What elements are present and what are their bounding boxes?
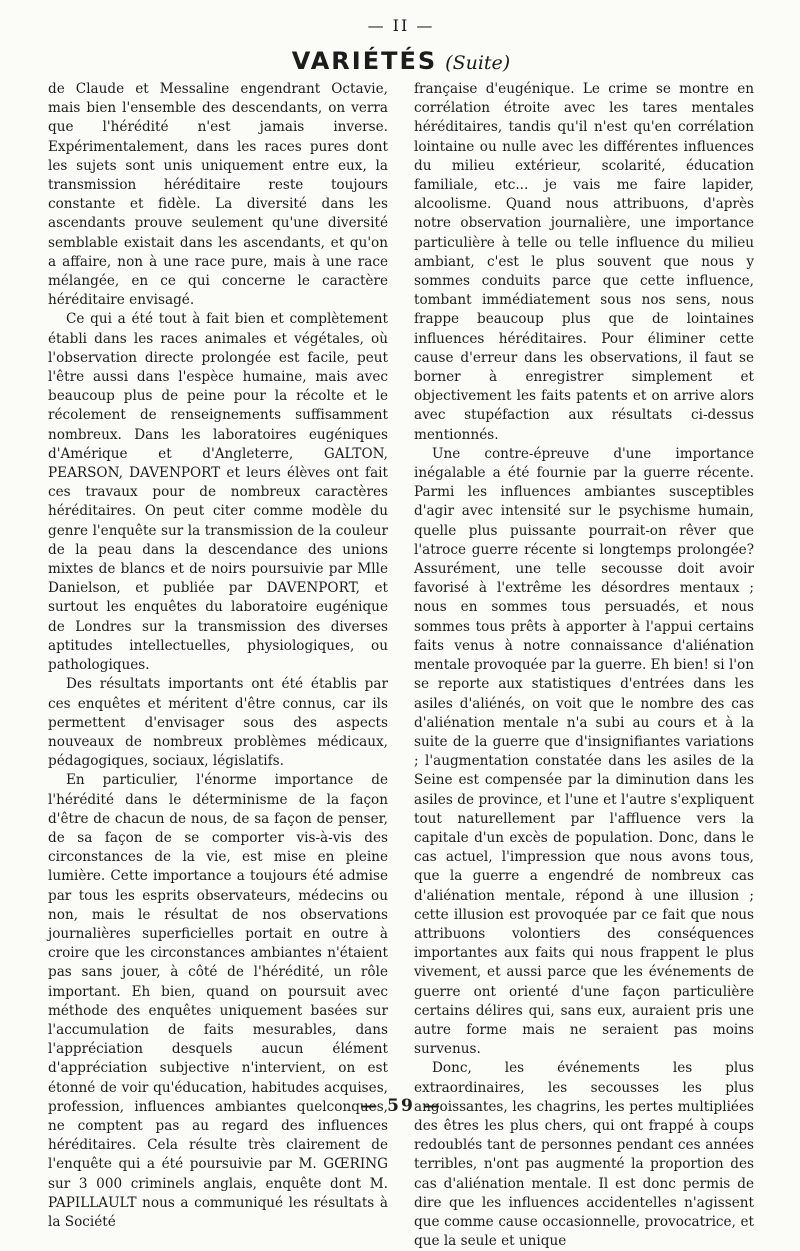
top-page-marker: — II — (367, 16, 435, 35)
page (48, 12, 754, 1250)
left-column (48, 80, 388, 1230)
paragraph: Donc, les événements les plus extraordinaires, les secousses les plus angoissantes, les chagrins, les pertes multipliées des êtres les plus chers, qui ont frappé à coups redoublés tant de personnes pendant ces années terribles, n'ont pas augmenté la proportion des cas d'aliénation mentale. Il est donc permis de dire que les influences accidentelles n'agissent que comme cause occasionnelle, provocatrice, et que la seule et unique (414, 1060, 754, 1250)
paragraph: Une contre-épreuve d'une importance inégalable a été fournie par la guerre récente. Parmi les influences ambiantes susceptibles d'agir avec intensité sur le psychisme humain, quelle plus puissante pourrait-on rêver que l'atroce guerre récente si longtemps prolongée? Assurément, une telle secousse doit avoir favorisé à l'extrême les désordres mentaux ; nous en sommes tous persuadés, et nous sommes tous prêts à apporter à l'appui certains faits venus à notre connaissance d'aliénation mentale provoquée par la guerre. Eh bien! si l'on se reporte aux statistiques d'entrées dans les asiles d'aliénés, on voit que le nombre des cas d'aliénation mentale n'a subi au cours et à la suite de la guerre que d'insignifiantes variations ; l'augmentation constatée dans les asiles de la Seine est compensée par la diminution dans les asiles de province, et l'une et l'autre s'expliquent tout naturellement par l'affluence vers la capitale d'un excès de population. Donc, dans le cas actuel, l'impression que nous avons tous, que la guerre a engendré de nombreux cas d'aliénation mentale, répond à une illusion ; cette illusion est provoquée par ce fait que nous attribuons volontiers des conséquences importantes aux faits qui nous frappent le plus vivement, et aussi parce que les événements de guerre ont orienté d'une façon particulière certains délires qui, sans eux, auraient pris une autre forme mais ne seraient pas moins survenus. (414, 445, 754, 1058)
paragraph: En particulier, l'énorme importance de l'hérédité dans le déterminisme de la façon d'être de chacun de nous, de sa façon de penser, de sa façon de se comporter vis-à-vis des circonstances de la vie, est mise en pleine lumière. Cette importance a toujours été admise par tous les esprits observateurs, médecins ou non, mais le résultat de nos observations journalières superficielles portait en outre à croire que les circonstances ambiantes n'étaient pas sans jouer, à côté de l'hérédité, un rôle important. Eh bien, quand on poursuit avec méthode des enquêtes uniquement basées sur l'accumulation de faits mesurables, dans l'appréciation desquels aucun élément d'appréciation subjective n'intervient, on est étonné de voir qu'éducation, habitudes acquises, profession, influences ambiantes quelconques, ne comptent pas au regard des influences héréditaires. Cela résulte très clairement de l'enquête qui a été poursuivie par M. GŒRING sur 3 000 criminels anglais, enquête dont M. PAPILLAULT nous a communiqué les résultats à la Société (48, 772, 388, 1230)
paragraph: française d'eugénique. Le crime se montre en corrélation étroite avec les tares mentales héréditaires, tandis qu'il n'est qu'en corrélation lointaine ou nulle avec les différentes influences du milieu extérieur, scolarité, éducation familiale, etc... je vais me faire lapider, alcoolisme. Quand nous attribuons, d'après notre observation journalière, une importance particulière à telle ou telle influence du milieu ambiant, c'est le plus souvent que nous y sommes conduits parce que cette influence, tombant immédiatement sous nos sens, nous frappe beaucoup plus que de lointaines influences héréditaires. Pour éliminer cette cause d'erreur dans les observations, il faut se borner à enregistrer simplement et objectivement les faits patents et on arrive alors avec stupéfaction aux résultats ci-dessus mentionnés. (414, 81, 754, 443)
paragraph: Des résultats importants ont été établis par ces enquêtes et méritent d'être connus, car ils permettent d'envisager sous des aspects nouveaux de nombreux problèmes médicaux, pédagogiques, sociaux, législatifs. (48, 676, 388, 770)
page-number: — 59 — (360, 1096, 442, 1116)
paragraph: de Claude et Messaline engendrant Octavie, mais bien l'ensemble des descendants, on verra que l'hérédité n'est jamais inverse. Expérimentalement, dans les races pures dont les sujets sont unis uniquement entre eux, la transmission héréditaire reste toujours constante et fidèle. La diversité dans les ascendants prouve seulement qu'une diversité semblable existait dans les ascendants, et qu'on a affaire, non à une race pure, mais à une race mélangée, en ce qui concerne le caractère héréditaire envisagé. (48, 81, 388, 309)
section-title: VARIÉTÉS (291, 47, 438, 75)
right-column (414, 80, 754, 1250)
paragraph: Ce qui a été tout à fait bien et complètement établi dans les races animales et végétales, où l'observation directe prolongée est facile, peut l'être aussi dans l'espèce humaine, mais avec beaucoup plus de peine pour la récolte et le récolement de renseignements suffisamment nombreux. Dans les laboratoires eugéniques d'Amérique et d'Angleterre, GALTON, PEARSON, DAVENPORT et leurs élèves ont fait ces travaux pour de nombreux caractères héréditaires. On peut citer comme modèle du genre l'enquête sur la transmission de la couleur de la peau dans la descendance des unions mixtes de blancs et de noirs poursuivie par Mlle Danielson, et publiée par DAVENPORT, et surtout les enquêtes du laboratoire eugénique de Londres sur la transmission des diverses aptitudes intellectuelles, physiologiques, ou pathologiques. (48, 311, 388, 674)
section-header (48, 46, 754, 79)
section-subtitle: (Suite) (445, 52, 511, 74)
